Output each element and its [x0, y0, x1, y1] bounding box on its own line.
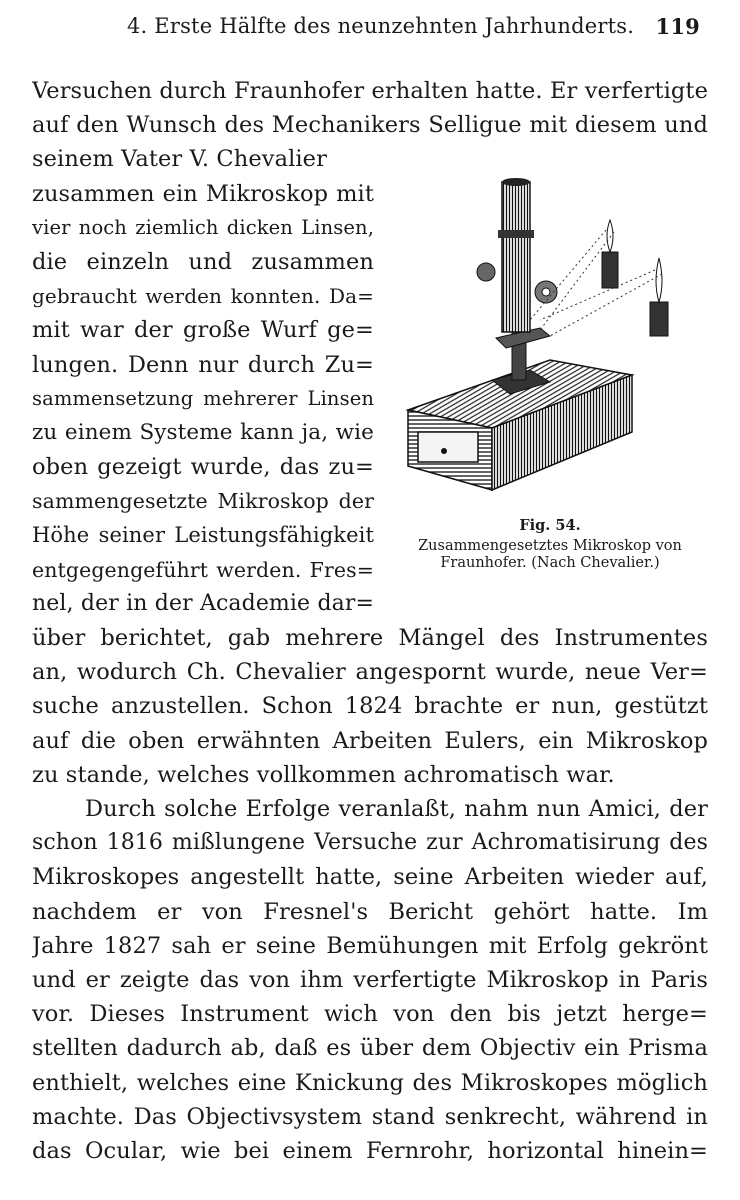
text-line: auf den Wunsch des Mechanikers Selligue mit diesem und — [32, 112, 708, 139]
microscope-illustration — [400, 170, 700, 510]
text-line: enthielt, welches eine Knickung des Mikroskopes möglich — [32, 1069, 708, 1096]
text-line: auf die oben erwähnten Arbeiten Eulers, ein Mikroskop — [32, 727, 708, 754]
text-line: sammensetzung mehrerer Linsen — [32, 386, 374, 410]
text-line: suche anzustellen. Schon 1824 brachte er nun, gestützt — [32, 693, 708, 720]
text-line: Durch solche Erfolge veranlaßt, nahm nun Amici, der — [85, 796, 708, 822]
figure-label: Fig. 54. — [519, 517, 581, 534]
text-line: gebraucht werden konnten. Da= — [32, 284, 374, 309]
text-line: Höhe seiner Leistungsfähigkeit — [32, 523, 374, 548]
paragraph-2 — [32, 792, 708, 1168]
text-line: nel, der in der Academie dar= — [32, 590, 374, 616]
text-line: machte. Das Objectivsystem stand senkrecht, während in — [32, 1103, 708, 1130]
text-line: sammengesetzte Mikroskop der — [32, 489, 374, 514]
text-line: vier noch ziemlich dicken Linsen, — [32, 215, 374, 239]
paragraph-1-bottom — [32, 621, 708, 792]
text-line: stellten dadurch ab, daß es über dem Objectiv ein Prisma — [32, 1035, 708, 1062]
text-line: Mikroskopes angestellt hatte, seine Arbeiten wieder auf, — [32, 864, 708, 891]
text-line: und er zeigte das von ihm verfertigte Mikroskop in Paris — [32, 966, 708, 993]
text-line: mit war der große Wurf ge= — [32, 317, 374, 344]
text-line: zusammen ein Mikroskop mit — [32, 180, 374, 207]
text-line: an, wodurch Ch. Chevalier angespornt wurde, neue Ver= — [32, 659, 708, 686]
microscope-figure — [400, 170, 700, 520]
page-number: 119 — [655, 14, 700, 39]
text-line: Jahre 1827 sah er seine Bemühungen mit Erfolg gekrönt — [32, 932, 708, 959]
text-line: vor. Dieses Instrument wich von den bis jetzt herge= — [32, 1001, 708, 1028]
text-line: oben gezeigt wurde, das zu= — [32, 454, 374, 481]
paragraph-1-wrapped — [32, 142, 374, 621]
text-line: die einzeln und zusammen — [32, 248, 374, 275]
text-line: seinem Vater V. Chevalier — [32, 146, 327, 173]
caption-line: Fraunhofer. (Nach Chevalier.) — [440, 555, 660, 571]
paragraph-1-top — [32, 74, 708, 142]
running-header — [32, 10, 708, 44]
text-line: nachdem er von Fresnel's Bericht gehört hatte. Im — [32, 898, 708, 925]
running-title: 4. Erste Hälfte des neunzehnten Jahrhunderts. — [127, 14, 635, 38]
text-line: entgegengeführt werden. Fres= — [32, 557, 374, 582]
text-line: Versuchen durch Fraunhofer erhalten hatte. Er verfertigte — [32, 78, 708, 104]
text-line: zu stande, welches vollkommen achromatisch war. — [32, 761, 615, 788]
text-line: lungen. Denn nur durch Zu= — [32, 351, 374, 378]
figure-caption — [392, 517, 708, 572]
text-line: schon 1816 mißlungene Versuche zur Achromatisirung des — [32, 830, 708, 856]
caption-line: Zusammengesetztes Mikroskop von — [418, 538, 682, 554]
text-line: zu einem Systeme kann ja, wie — [32, 419, 374, 445]
text-line: über berichtet, gab mehrere Mängel des Instrumentes — [32, 625, 708, 651]
text-line: das Ocular, wie bei einem Fernrohr, horizontal hinein= — [32, 1137, 708, 1164]
